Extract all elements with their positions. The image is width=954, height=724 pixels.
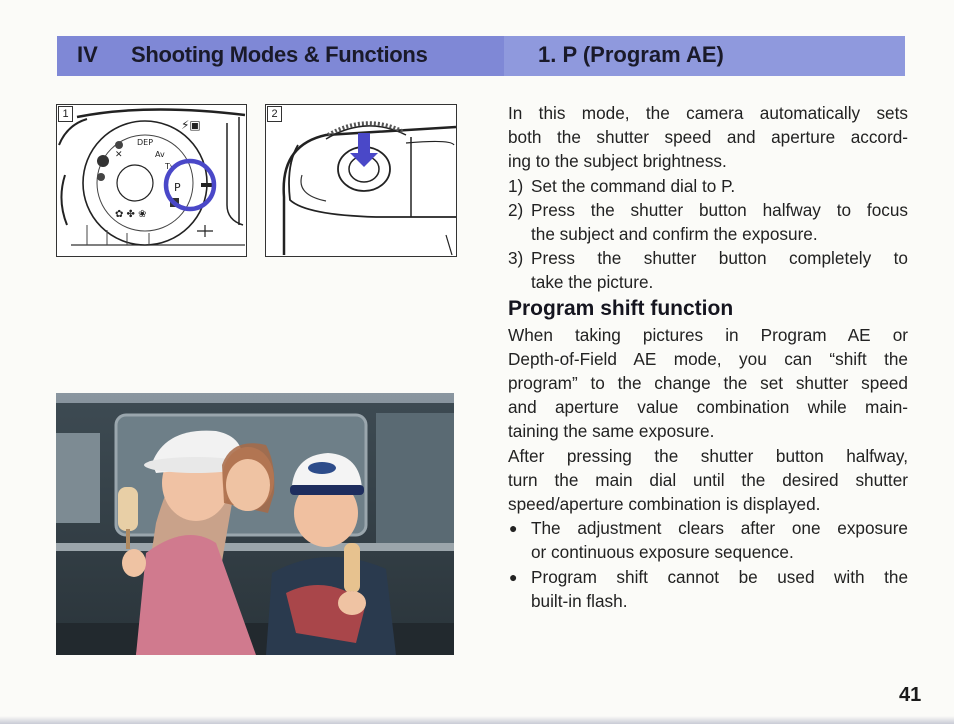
step-line: Set the command dial to P. bbox=[531, 175, 736, 196]
step-item bbox=[508, 174, 908, 198]
figure-shutter-button bbox=[265, 104, 457, 257]
shift-line: speed/aperture combination is displayed. bbox=[508, 494, 821, 515]
step-number: 3) bbox=[508, 248, 524, 269]
step-item bbox=[508, 246, 908, 294]
svg-text:Tv: Tv bbox=[165, 162, 175, 171]
bullet-item bbox=[508, 516, 908, 564]
mode-dial-illustration bbox=[57, 105, 246, 256]
photo-illustration bbox=[56, 393, 454, 655]
step-line: take the picture. bbox=[531, 272, 654, 293]
figure-number: 1 bbox=[58, 106, 73, 122]
bullet-item bbox=[508, 565, 908, 613]
shift-line: taining the same exposure. bbox=[508, 421, 715, 442]
step-line: Press the shutter button halfway to focus bbox=[531, 199, 908, 220]
section-header-band bbox=[57, 36, 905, 76]
intro-line: ing to the subject brightness. bbox=[508, 151, 727, 172]
shift-line: and aperture value combination while main- bbox=[508, 397, 908, 418]
subheading-program-shift: Program shift function bbox=[508, 296, 734, 320]
shift-line: After pressing the shutter button halfway, bbox=[508, 445, 908, 466]
bullet-dot-icon: ● bbox=[509, 520, 518, 537]
svg-text:DEP: DEP bbox=[137, 138, 154, 147]
dial-mark-p: P bbox=[174, 181, 181, 194]
bullet-line: built-in flash. bbox=[531, 590, 628, 611]
figure-mode-dial bbox=[56, 104, 247, 257]
page-heading: 1. P (Program AE) bbox=[538, 42, 724, 67]
shift-line: program” to the change the set shutter speed bbox=[508, 373, 908, 394]
page-number: 41 bbox=[899, 684, 922, 706]
section-number: IV bbox=[77, 42, 98, 67]
svg-text:✿ ✤ ❀: ✿ ✤ ❀ bbox=[115, 209, 147, 220]
svg-text:✕: ✕ bbox=[115, 150, 123, 160]
svg-text:Av: Av bbox=[155, 150, 165, 159]
bullet-line: or continuous exposure sequence. bbox=[531, 542, 794, 563]
step-line: the subject and confirm the exposure. bbox=[531, 224, 818, 245]
bullet-line: The adjustment clears after one exposure bbox=[531, 518, 908, 539]
bottom-edge bbox=[0, 716, 954, 724]
photo-children-with-ice-cream bbox=[56, 393, 454, 655]
bullet-dot-icon: ● bbox=[509, 568, 518, 585]
bullet-line: Program shift cannot be used with the bbox=[531, 566, 908, 587]
step-number: 2) bbox=[508, 199, 524, 220]
intro-line: In this mode, the camera automatically sets bbox=[508, 103, 908, 123]
shift-line: When taking pictures in Program AE or bbox=[508, 324, 908, 345]
shutter-button-illustration bbox=[266, 105, 456, 256]
shift-line: turn the main dial until the desired shutter bbox=[508, 469, 908, 490]
main-text-column bbox=[508, 101, 908, 613]
intro-line: both the shutter speed and aperture accord- bbox=[508, 127, 908, 148]
step-item bbox=[508, 198, 908, 246]
svg-text:⚡▣: ⚡▣ bbox=[181, 118, 201, 132]
step-line: Press the shutter button completely to bbox=[531, 248, 908, 269]
step-number: 1) bbox=[508, 175, 524, 196]
figure-number: 2 bbox=[267, 106, 282, 122]
shift-line: Depth-of-Field AE mode, you can “shift the bbox=[508, 348, 908, 369]
section-title: Shooting Modes & Functions bbox=[131, 42, 428, 67]
